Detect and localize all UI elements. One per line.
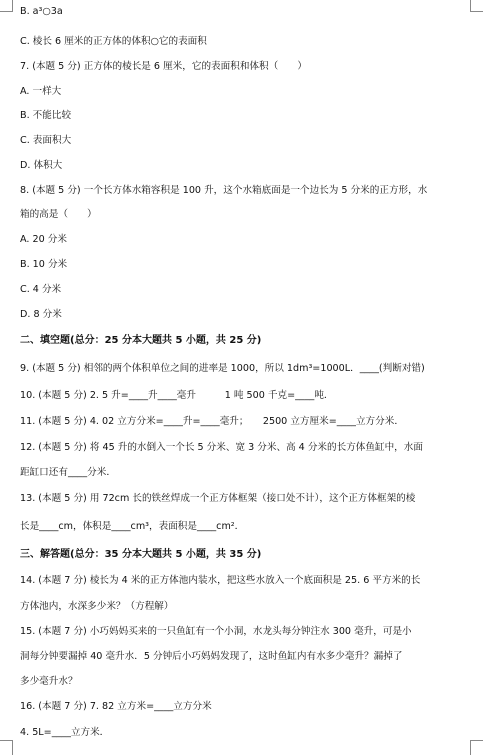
crop-mark-bottom-left — [0, 740, 13, 755]
question-13: 13. (本题 5 分) 用 72cm 长的铁丝焊成一个正方体框架（接口处不计），这个正方体框架的棱 — [20, 493, 416, 504]
option-d: D. 8 分米 — [20, 309, 62, 320]
crop-mark-bottom-right — [470, 740, 483, 755]
question-12-cont: 距缸口还有____分米． — [20, 467, 116, 478]
section-heading-solve: 三、解答题(总分：35 分本大题共 5 小题，共 35 分) — [20, 549, 262, 560]
question-10: 10. (本题 5 分) 2. 5 升=____升____毫升 1 吨 500 千克=____吨． — [20, 390, 334, 401]
question-8: 8. (本题 5 分) 一个长方体水箱容积是 100 升，这个水箱底面是一个边长为 5 分米的正方形，水 — [20, 185, 428, 196]
question-7: 7. (本题 5 分) 正方体的棱长是 6 厘米，它的表面积和体积（ ） — [20, 61, 307, 72]
question-15: 15. (本题 7 分) 小巧妈妈买来的一只鱼缸有一个小洞，水龙头每分钟注水 300 毫升，可是小 — [20, 626, 412, 637]
crop-mark-top-right — [470, 0, 483, 12]
option-b: B. 10 分米 — [20, 259, 68, 270]
text-line: C. 棱长 6 厘米的正方体的体积○它的表面积 — [20, 36, 207, 47]
question-15-cont: 洞每分钟要漏掉 40 毫升水．5 分钟后小巧妈妈发现了，这时鱼缸内有水多少毫升？漏掉了 — [20, 651, 403, 662]
question-11: 11. (本题 5 分) 4. 02 立方分米=____升=____毫升； 2500 立方厘米=____立方分米． — [20, 416, 404, 427]
question-16-cont: 4. 5L=____立方米． — [20, 727, 110, 738]
text-line: B. a³○3a — [20, 6, 63, 17]
question-8-cont: 箱的高是（ ） — [20, 209, 97, 220]
question-16: 16. (本题 7 分) 7. 82 立方米=____立方分米 — [20, 701, 212, 712]
question-9: 9. (本题 5 分) 相邻的两个体积单位之间的进率是 1000，所以 1dm³=1000L．____(判断对错) — [20, 363, 425, 374]
question-14-cont: 方体池内，水深多少米？（方程解） — [20, 601, 174, 612]
question-14: 14. (本题 7 分) 棱长为 4 米的正方体池内装水，把这些水放入一个底面积是 25. 6 平方米的长 — [20, 575, 421, 586]
section-heading-fill-blank: 二、填空题(总分：25 分本大题共 5 小题，共 25 分) — [20, 335, 262, 346]
option-d: D. 体积大 — [20, 160, 63, 171]
option-c: C. 4 分米 — [20, 284, 62, 295]
crop-mark-top-left — [0, 0, 13, 12]
option-c: C. 表面积大 — [20, 135, 72, 146]
question-13-cont: 长是____cm，体积是____cm³，表面积是____cm²． — [20, 521, 245, 532]
option-a: A. 一样大 — [20, 86, 62, 97]
option-a: A. 20 分米 — [20, 234, 67, 245]
question-15-cont: 多少毫升水？ — [20, 676, 78, 687]
option-b: B. 不能比较 — [20, 110, 72, 121]
question-12: 12. (本题 5 分) 将 45 升的水倒入一个长 5 分米、宽 3 分米、高 4 分米的长方体鱼缸中，水面 — [20, 442, 423, 453]
